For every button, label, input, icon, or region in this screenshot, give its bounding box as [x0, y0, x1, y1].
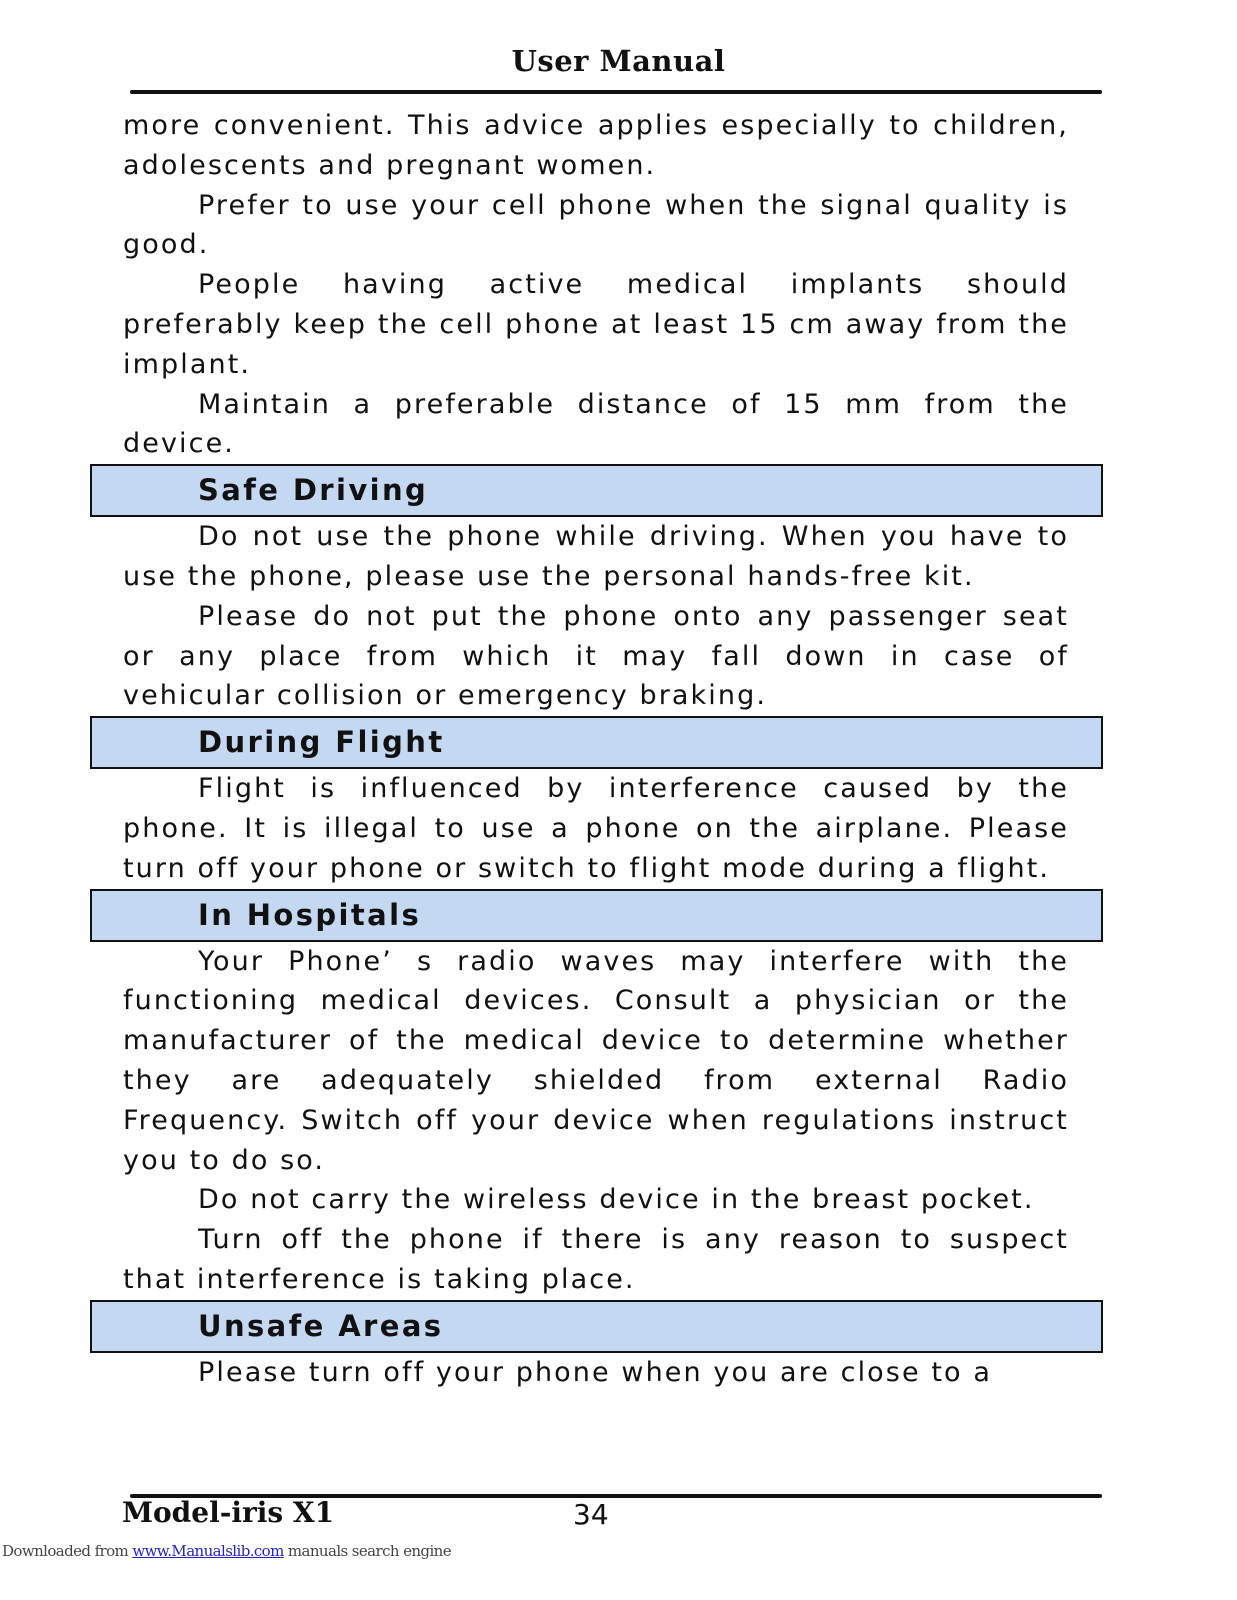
header-rule	[130, 90, 1102, 94]
section-header	[90, 1300, 1103, 1353]
manual-content	[123, 106, 1069, 1393]
manualslib-link[interactable]: www.Manualslib.com	[132, 1542, 284, 1560]
page-number: 34	[573, 1498, 609, 1531]
source-suffix: manuals search engine	[283, 1542, 451, 1560]
paragraph: Your Phone’ s radio waves may interfere with the functioning medical devices. Consult a physician or the manufacturer of the medical device to determine whether they are adequately shielded from external Radio Frequency. Switch off your device when regulations instruct you to do so.	[123, 945, 1069, 1176]
footer-source-line	[2, 1542, 451, 1560]
page-header-title: User Manual	[511, 44, 726, 78]
section-header	[90, 716, 1103, 769]
section-title: During Flight	[198, 725, 445, 760]
section-title: Unsafe Areas	[198, 1308, 444, 1343]
section-title: Safe Driving	[198, 473, 429, 508]
paragraph: Maintain a preferable distance of 15 mm from the device.	[123, 388, 1069, 460]
footer-model-name: Model-iris X1	[122, 1496, 335, 1529]
paragraph: more convenient. This advice applies especially to children, adolescents and pregnant women.	[123, 110, 1069, 181]
paragraph: Please do not put the phone onto any passenger seat or any place from which it may fall down in case of vehicular collision or emergency braking.	[123, 600, 1069, 712]
source-prefix: Downloaded from	[2, 1542, 133, 1560]
paragraph: Prefer to use your cell phone when the signal quality is good.	[123, 189, 1069, 261]
section-header	[90, 464, 1103, 517]
section-header	[90, 889, 1103, 942]
paragraph: Please turn off your phone when you are close to a	[198, 1356, 993, 1388]
paragraph: Do not use the phone while driving. When you have to use the phone, please use the personal hands-free kit.	[123, 521, 1069, 592]
paragraph: Do not carry the wireless device in the breast pocket.	[198, 1184, 1035, 1216]
section-title: In Hospitals	[198, 897, 422, 932]
paragraph: Turn off the phone if there is any reason to suspect that interference is taking place.	[123, 1224, 1069, 1295]
paragraph: People having active medical implants should preferably keep the cell phone at least 15 cm away from the implant.	[123, 269, 1069, 380]
paragraph: Flight is influenced by interference caused by the phone. It is illegal to use a phone on the airplane. Please turn off your phone or switch to flight mode during a flight.	[123, 773, 1069, 884]
